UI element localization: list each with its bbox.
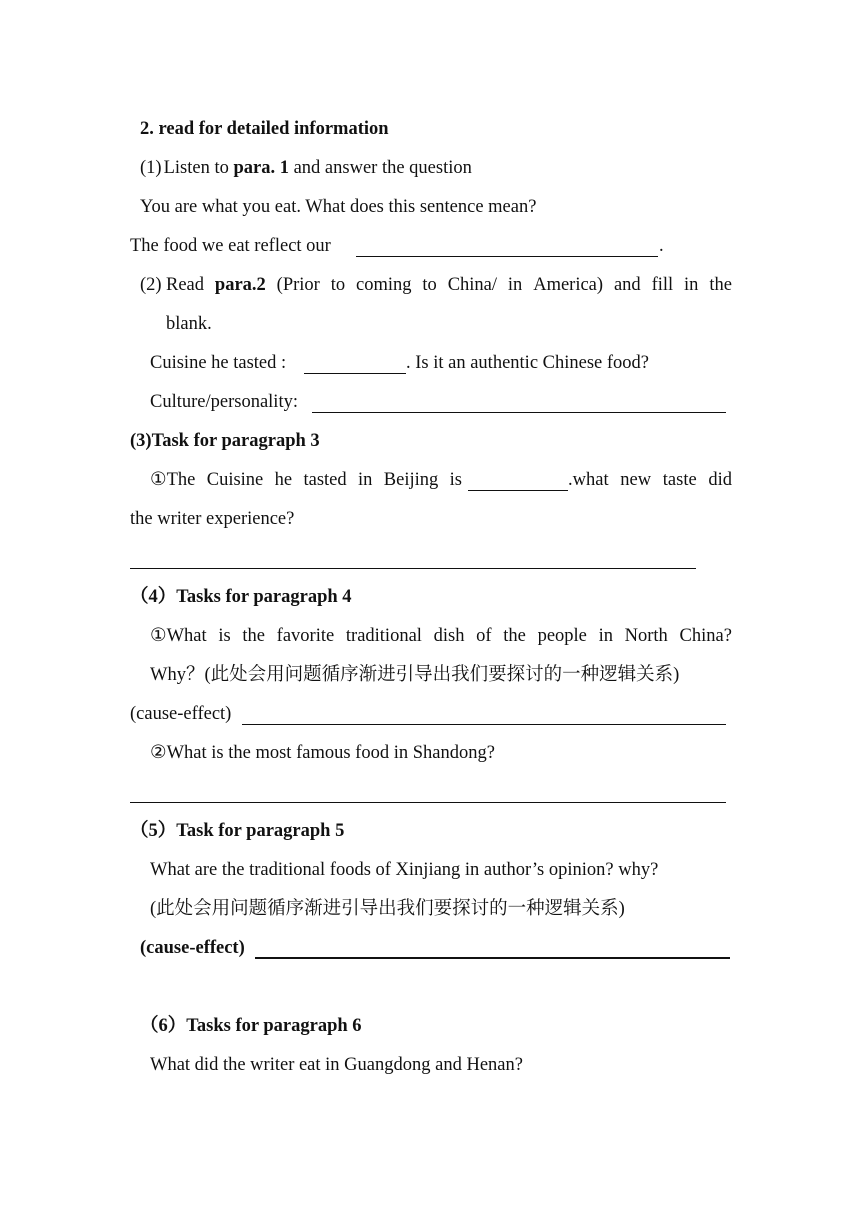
q3-word: Cuisine (206, 470, 264, 490)
q2-word: in (684, 275, 699, 295)
q4-title (130, 585, 352, 609)
q4-word: China? (679, 626, 732, 646)
q4-word: people (537, 626, 587, 646)
q6-title-text: Tasks for paragraph 6 (186, 1016, 362, 1036)
section-title: 2. read for detailed information (140, 119, 389, 139)
q5-cause-effect-blank[interactable] (255, 957, 730, 959)
q4-question1 (150, 624, 732, 648)
q1-question: You are what you eat. What does this sentence mean? (140, 197, 537, 217)
q1-pre: Listen to (163, 158, 234, 178)
q4-word: the (503, 626, 526, 646)
q2-instruction (166, 273, 732, 297)
q4-question2: ②What is the most famous food in Shandong? (150, 743, 495, 763)
q1-instruction (140, 156, 472, 180)
q3-word: The (166, 470, 196, 490)
q2-para: para.2 (214, 275, 266, 295)
q2-cuisine-suffix: . Is it an authentic Chinese food? (406, 353, 650, 373)
q2-cuisine-prefix: Cuisine he tasted : (150, 353, 287, 373)
q3-word: in (358, 470, 373, 490)
q1-para: para. 1 (233, 158, 289, 178)
q2-word: in (507, 275, 523, 295)
q1-answer-suffix: . (659, 236, 664, 256)
q3-word: .what (568, 470, 609, 490)
q3-answer-blank[interactable] (130, 568, 696, 569)
q4-word: dish (433, 626, 465, 646)
q4-answer-blank[interactable] (130, 802, 726, 803)
q2-word: to (422, 275, 437, 295)
q4-word: in (598, 626, 613, 646)
q5-question: What are the traditional foods of Xinjiang in author’s opinion? why? (150, 860, 659, 880)
q4-word: ①What (150, 626, 207, 646)
q2-word: China/ (447, 275, 498, 295)
q3-question-part1 (150, 468, 462, 492)
q1-number: (1) (140, 158, 162, 178)
q2-number: (2) (140, 275, 162, 295)
q3-question-part2 (568, 468, 732, 492)
q3-word: is (449, 470, 462, 490)
q2-line2: blank. (166, 314, 212, 334)
circled-one: ① (150, 470, 167, 490)
q1-answer-prefix: The food we eat reflect our (130, 236, 331, 256)
q4-title-number: （4） (130, 587, 177, 607)
q5-cause-effect: (cause-effect) (140, 938, 245, 958)
q2-culture-blank[interactable] (312, 412, 726, 413)
q2-word: (Prior (276, 275, 320, 295)
q4-word: of (476, 626, 492, 646)
q4-cause-effect-blank[interactable] (242, 724, 726, 725)
q3-word: tasted (303, 470, 347, 490)
q6-question: What did the writer eat in Guangdong and Henan? (150, 1055, 523, 1075)
q4-word: is (218, 626, 231, 646)
q2-word: coming (356, 275, 412, 295)
q3-cuisine-blank[interactable] (468, 490, 568, 491)
q5-note: (此处会用问题循序渐进引导出我们要探讨的一种逻辑关系) (150, 899, 625, 919)
q4-word: favorite (276, 626, 335, 646)
q4-why-line: Why？(此处会用问题循序渐进引导出我们要探讨的一种逻辑关系) (150, 665, 680, 685)
q6-title (140, 1014, 362, 1038)
q1-post: and answer the question (288, 158, 472, 178)
q1-answer-blank[interactable] (356, 256, 658, 257)
q2-cuisine-blank[interactable] (304, 373, 406, 374)
q2-word: the (709, 275, 732, 295)
q4-word: North (624, 626, 668, 646)
q2-read: Read (166, 275, 205, 295)
q3-word: he (274, 470, 293, 490)
q5-title-number: （5） (130, 821, 177, 841)
q5-title (130, 819, 344, 843)
q2-word: and (613, 275, 641, 295)
q4-title-text: Tasks for paragraph 4 (176, 587, 352, 607)
q6-title-number: （6） (140, 1016, 187, 1036)
q2-culture-prefix: Culture/personality: (150, 392, 298, 412)
q2-word: America) (533, 275, 604, 295)
q3-word: did (708, 470, 732, 490)
q4-word: traditional (345, 626, 422, 646)
q3-title: (3)Task for paragraph 3 (130, 431, 320, 451)
q5-title-text: Task for paragraph 5 (176, 821, 345, 841)
q3-word: taste (662, 470, 697, 490)
q2-word: fill (651, 275, 674, 295)
q3-word: Beijing (383, 470, 439, 490)
q2-word: to (330, 275, 346, 295)
q4-word: the (242, 626, 265, 646)
q4-cause-effect: (cause-effect) (130, 704, 232, 724)
q3-word: new (620, 470, 652, 490)
q3-line2: the writer experience? (130, 509, 295, 529)
